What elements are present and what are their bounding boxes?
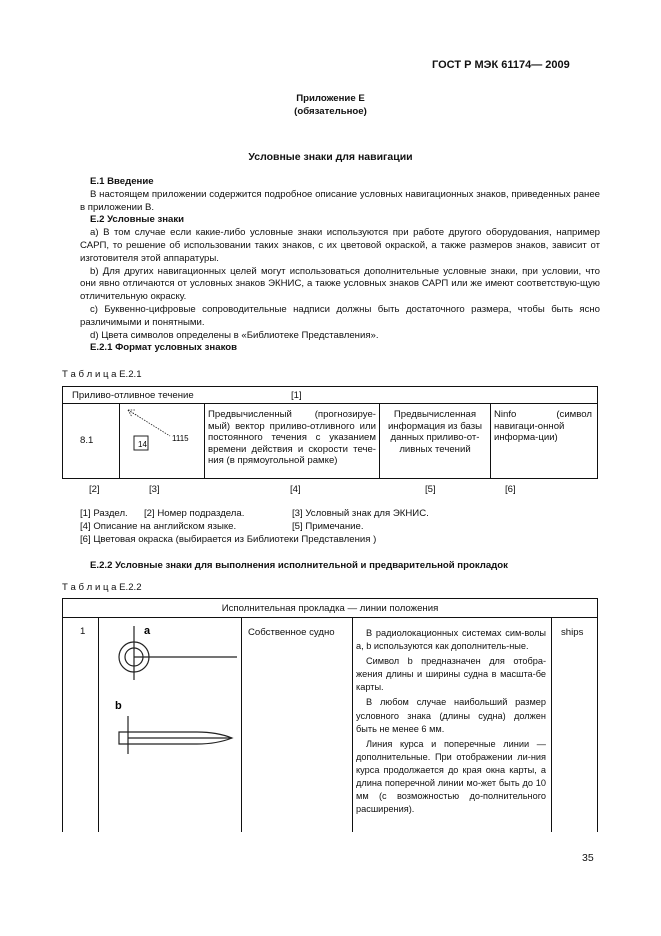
- table2-note-p2: Символ b предназначен для отобра-жения длины и ширины судна в масшта-бе карты.: [356, 656, 546, 693]
- legend-1: [1] Раздел.: [80, 508, 128, 519]
- legend-6: [6] Цветовая окраска (выбирается из Библиотеки Представления ): [80, 534, 377, 545]
- item-b: b) Для других навигационных целей могут использоваться дополнительные условные знаки, при условии, что они явно отличаются от условных знаков ЭКНИС, а также условных знаков САРП или же имеют соответствую-щую отличительную окраску.: [80, 265, 600, 303]
- e1-text: В настоящем приложении содержится подробное описание условных навигационных знаков, приведенных ранее в приложении В.: [80, 188, 600, 213]
- legend-5: [5] Примечание.: [292, 521, 364, 532]
- document-code: ГОСТ Р МЭК 61174— 2009: [432, 59, 570, 71]
- e1-heading: Е.1 Введение: [90, 176, 154, 187]
- table2-note-p4: Линия курса и поперечные линии — дополнительные. При отображении ли-ния курса продолжается до края окна карты, а длина поперечной линии мо-жет быть до 10 мм (с возможностью до-полнительного расширения).: [356, 738, 546, 815]
- table2-description: Собственное судно: [248, 627, 335, 638]
- table1-code: Ninfo (символ навигаци-онной информа-ции): [494, 409, 592, 443]
- tidal-stream-icon: [122, 406, 202, 472]
- e21-heading: Е.2.1 Формат условных знаков: [90, 342, 237, 354]
- table1-number: 8.1: [80, 435, 94, 446]
- symbol-a-label: a: [144, 625, 151, 637]
- table1-description: Предвычисленный (прогнозируе-мый) вектор приливо-отливного или постоянного течения с указанием времени действия и скорости тече-ния (в прямоугольной рамке): [208, 409, 376, 466]
- symbol-b-label: b: [115, 700, 122, 712]
- table1-row-title: Приливо-отливное течение: [72, 390, 194, 401]
- table1-ref-6: [6]: [505, 484, 516, 495]
- legend-3: [3] Условный знак для ЭКНИС.: [292, 508, 429, 519]
- table2-note: [356, 627, 546, 816]
- symbol-box-label: 14: [138, 440, 147, 449]
- legend-2: [2] Номер подраздела.: [144, 508, 245, 519]
- legend-4: [4] Описание на английском языке.: [80, 521, 237, 532]
- table1-note: Предвычисленная информация из базы данных приливо-от-ливных течений: [387, 409, 483, 455]
- appendix-subtitle: (обязательное): [294, 106, 367, 117]
- symbol-speed-label: 1115: [172, 434, 189, 443]
- table2-note-p3: В любом случае наибольший размер условного знака (длины судна) должен быть не менее 6 мм.: [356, 697, 546, 734]
- table1-caption: Т а б л и ц а Е.2.1: [62, 369, 142, 380]
- item-d: d) Цвета символов определены в «Библиотеке Представления».: [90, 329, 379, 341]
- appendix-title: Приложение Е: [296, 93, 365, 104]
- table2-note-p1: В радиолокационных системах сим-волы а, b используются как дополнитель-ные.: [356, 628, 546, 652]
- table2-header: Исполнительная прокладка — линии положения: [221, 603, 439, 614]
- table1-ref-4: [4]: [290, 484, 301, 495]
- e2-heading: Е.2 Условные знаки: [90, 214, 185, 226]
- page-number: 35: [582, 852, 594, 864]
- table1-ref-5: [5]: [425, 484, 436, 495]
- table1-ref-3: [3]: [149, 484, 160, 495]
- table1-ref-2: [2]: [89, 484, 100, 495]
- table1-row-title-ref: [1]: [291, 390, 302, 401]
- body-text: [80, 176, 600, 355]
- table2-code: ships: [561, 627, 584, 638]
- item-c: с) Буквенно-цифровые сопроводительные надписи должны быть достаточного размера, чтобы быть ясно различимыми и понятными.: [80, 303, 600, 328]
- table2-caption: Т а б л и ц а Е.2.2: [62, 582, 142, 593]
- item-a: а) В том случае если какие-либо условные знаки используются при работе другого оборудования, например САРП, то решение об использовании таких знаков, с их цветовой окраской, а также размеров знаков, зависит от изготовителя этой аппаратуры.: [80, 227, 600, 264]
- section-title: Условные знаки для навигации: [248, 151, 413, 163]
- e22-heading: Е.2.2 Условные знаки для выполнения исполнительной и предварительной прокладок: [90, 560, 508, 571]
- table2-number: 1: [80, 626, 86, 637]
- own-ship-icon: [102, 620, 238, 755]
